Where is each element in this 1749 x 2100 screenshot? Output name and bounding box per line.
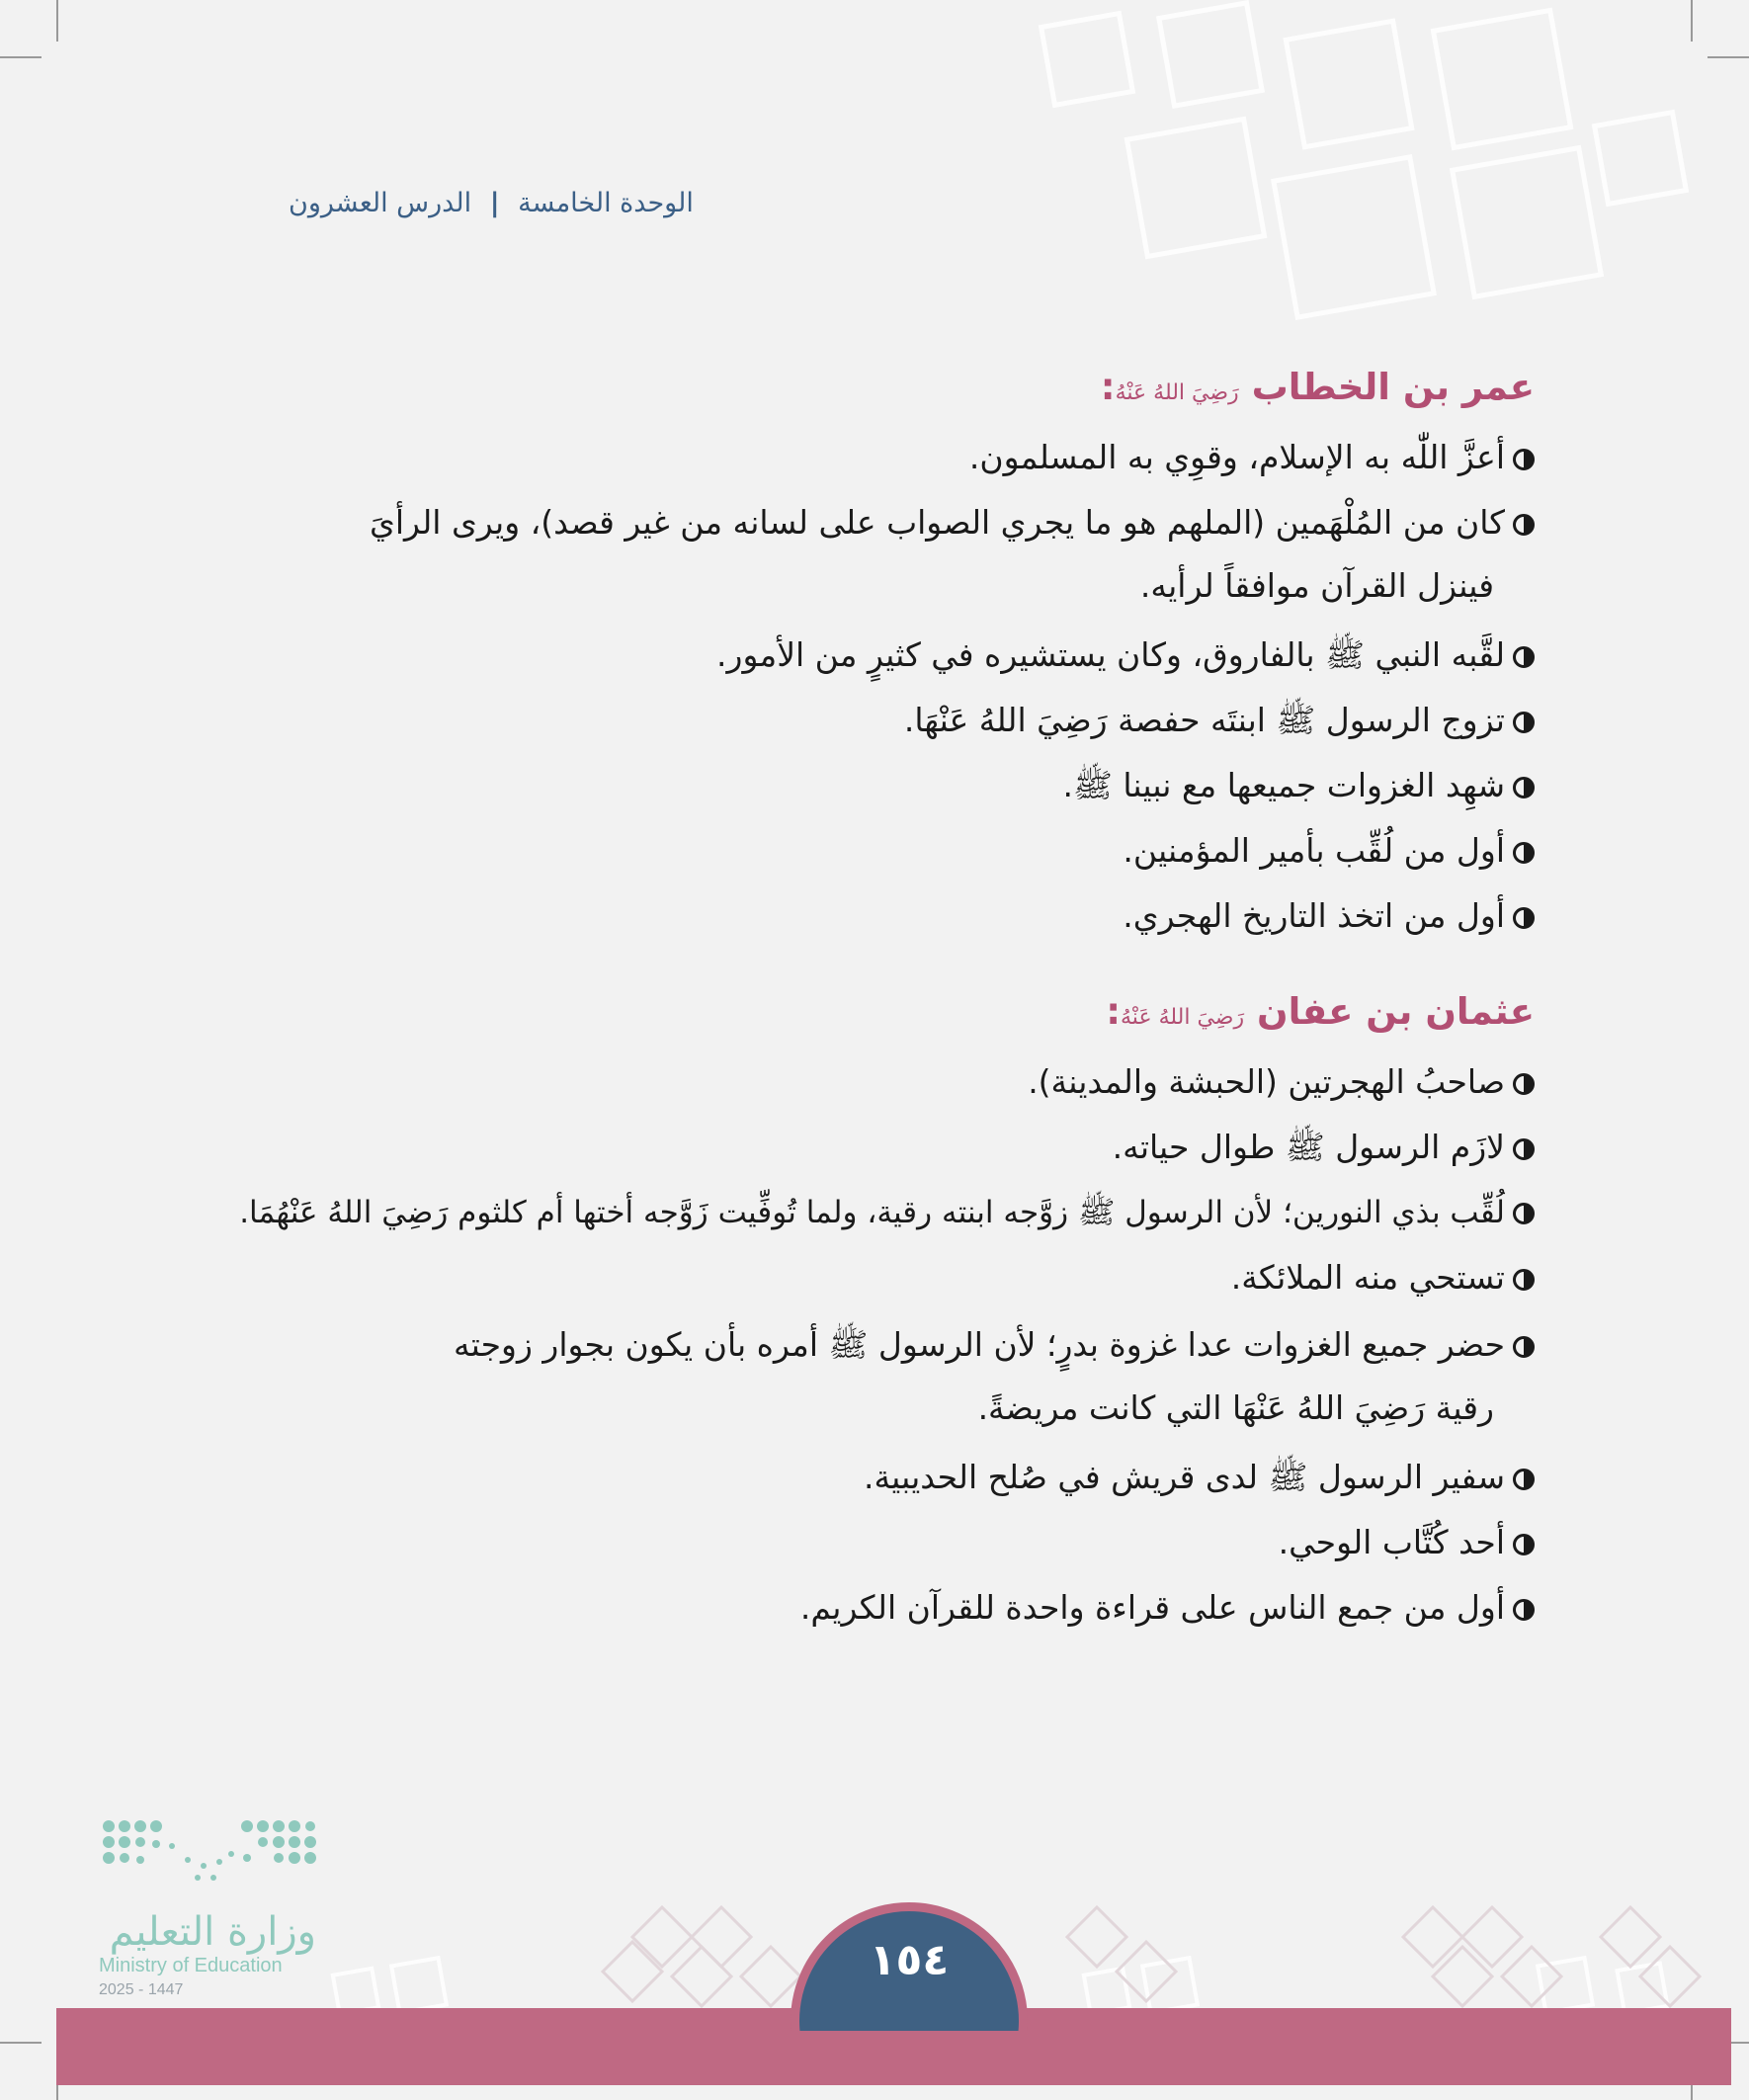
half-circle-bullet-icon [1513,1599,1535,1621]
half-circle-bullet-icon [1513,1203,1535,1224]
section-title-text: عثمان بن عفان [1257,990,1535,1033]
ministry-logo-arabic: وزارة التعليم [109,1909,316,1955]
half-circle-bullet-icon [1513,514,1535,536]
half-circle-bullet-icon [1513,1073,1535,1095]
list-item-continuation: فينزل القرآن موافقاً لرأيه. [1139,566,1494,605]
unit-lesson-header [289,188,694,218]
half-circle-bullet-icon [1513,1138,1535,1160]
half-circle-bullet-icon [1513,1336,1535,1358]
list-item: أول من اتخذ التاريخ الهجري. [1123,896,1535,936]
list-item-continuation: رقية رَضِيَ اللهُ عَنْهَا التي كانت مريضةً. [977,1388,1494,1427]
section-title-umar: عمر بن الخطاب رَضِيَ اللهُ عَنْهُ: [1100,366,1535,408]
half-circle-bullet-icon [1513,646,1535,668]
header-separator: | [489,188,500,218]
list-item: أول من جمع الناس على قراءة واحدة للقرآن الكريم. [800,1588,1535,1628]
unit-label: الوحدة الخامسة [518,188,694,218]
list-item: لقَّبه النبي ﷺ بالفاروق، وكان يستشيره في كثيرٍ من الأمور. [716,635,1535,675]
ministry-logo-dots [99,1816,316,1905]
half-circle-bullet-icon [1513,712,1535,733]
half-circle-bullet-icon [1513,449,1535,470]
list-item: أعزَّ اللّٰه به الإسلام، وقوِي به المسلمون. [969,438,1535,477]
half-circle-bullet-icon [1513,1469,1535,1490]
list-item: كان من المُلْهَمين (الملهم هو ما يجري الصواب على لسانه من غير قصد)، ويرى الرأيَ [370,503,1535,543]
list-item: أول من لُقِّب بأمير المؤمنين. [1123,831,1535,871]
ministry-logo-english: Ministry of Education [99,1955,283,1976]
half-circle-bullet-icon [1513,907,1535,929]
list-item: حضر جميع الغزوات عدا غزوة بدرٍ؛ لأن الرسول ﷺ أمره بأن يكون بجوار زوجته [454,1325,1535,1365]
section-title-text: عمر بن الخطاب [1251,366,1535,408]
list-item: صاحبُ الهجرتين (الحبشة والمدينة). [1028,1062,1535,1102]
list-item: لُقِّب بذي النورين؛ لأن الرسول ﷺ زوَّجه ابنته رقية، ولما تُوفِّيت زَوَّجه أختها أم كلثوم رَضِيَ اللهُ عَنْهُمَا. [239,1193,1535,1232]
half-circle-bullet-icon [1513,1534,1535,1555]
half-circle-bullet-icon [1513,842,1535,864]
section-title-uthman: عثمان بن عفان رَضِيَ اللهُ عَنْهُ: [1106,990,1535,1033]
list-item: تزوج الرسول ﷺ ابنتَه حفصة رَضِيَ اللهُ عَنْهَا. [904,701,1535,740]
list-item: شهِد الغزوات جميعها مع نبينا ﷺ. [1063,766,1535,805]
half-circle-bullet-icon [1513,1269,1535,1291]
half-circle-bullet-icon [1513,777,1535,798]
lesson-label: الدرس العشرون [289,188,472,218]
ministry-logo-year: 2025 - 1447 [99,1981,184,1998]
list-item: سفير الرسول ﷺ لدى قريش في صُلح الحديبية. [864,1458,1535,1497]
list-item: أحد كُتَّاب الوحي. [1279,1523,1535,1562]
list-item: لازَم الرسول ﷺ طوال حياته. [1113,1128,1535,1167]
page-number: ١٥٤ [869,1935,950,1985]
honorific-glyph: رَضِيَ اللهُ عَنْهُ [1115,380,1239,405]
honorific-glyph: رَضِيَ اللهُ عَنْهُ [1121,1005,1245,1030]
list-item: تستحي منه الملائكة. [1231,1258,1535,1298]
